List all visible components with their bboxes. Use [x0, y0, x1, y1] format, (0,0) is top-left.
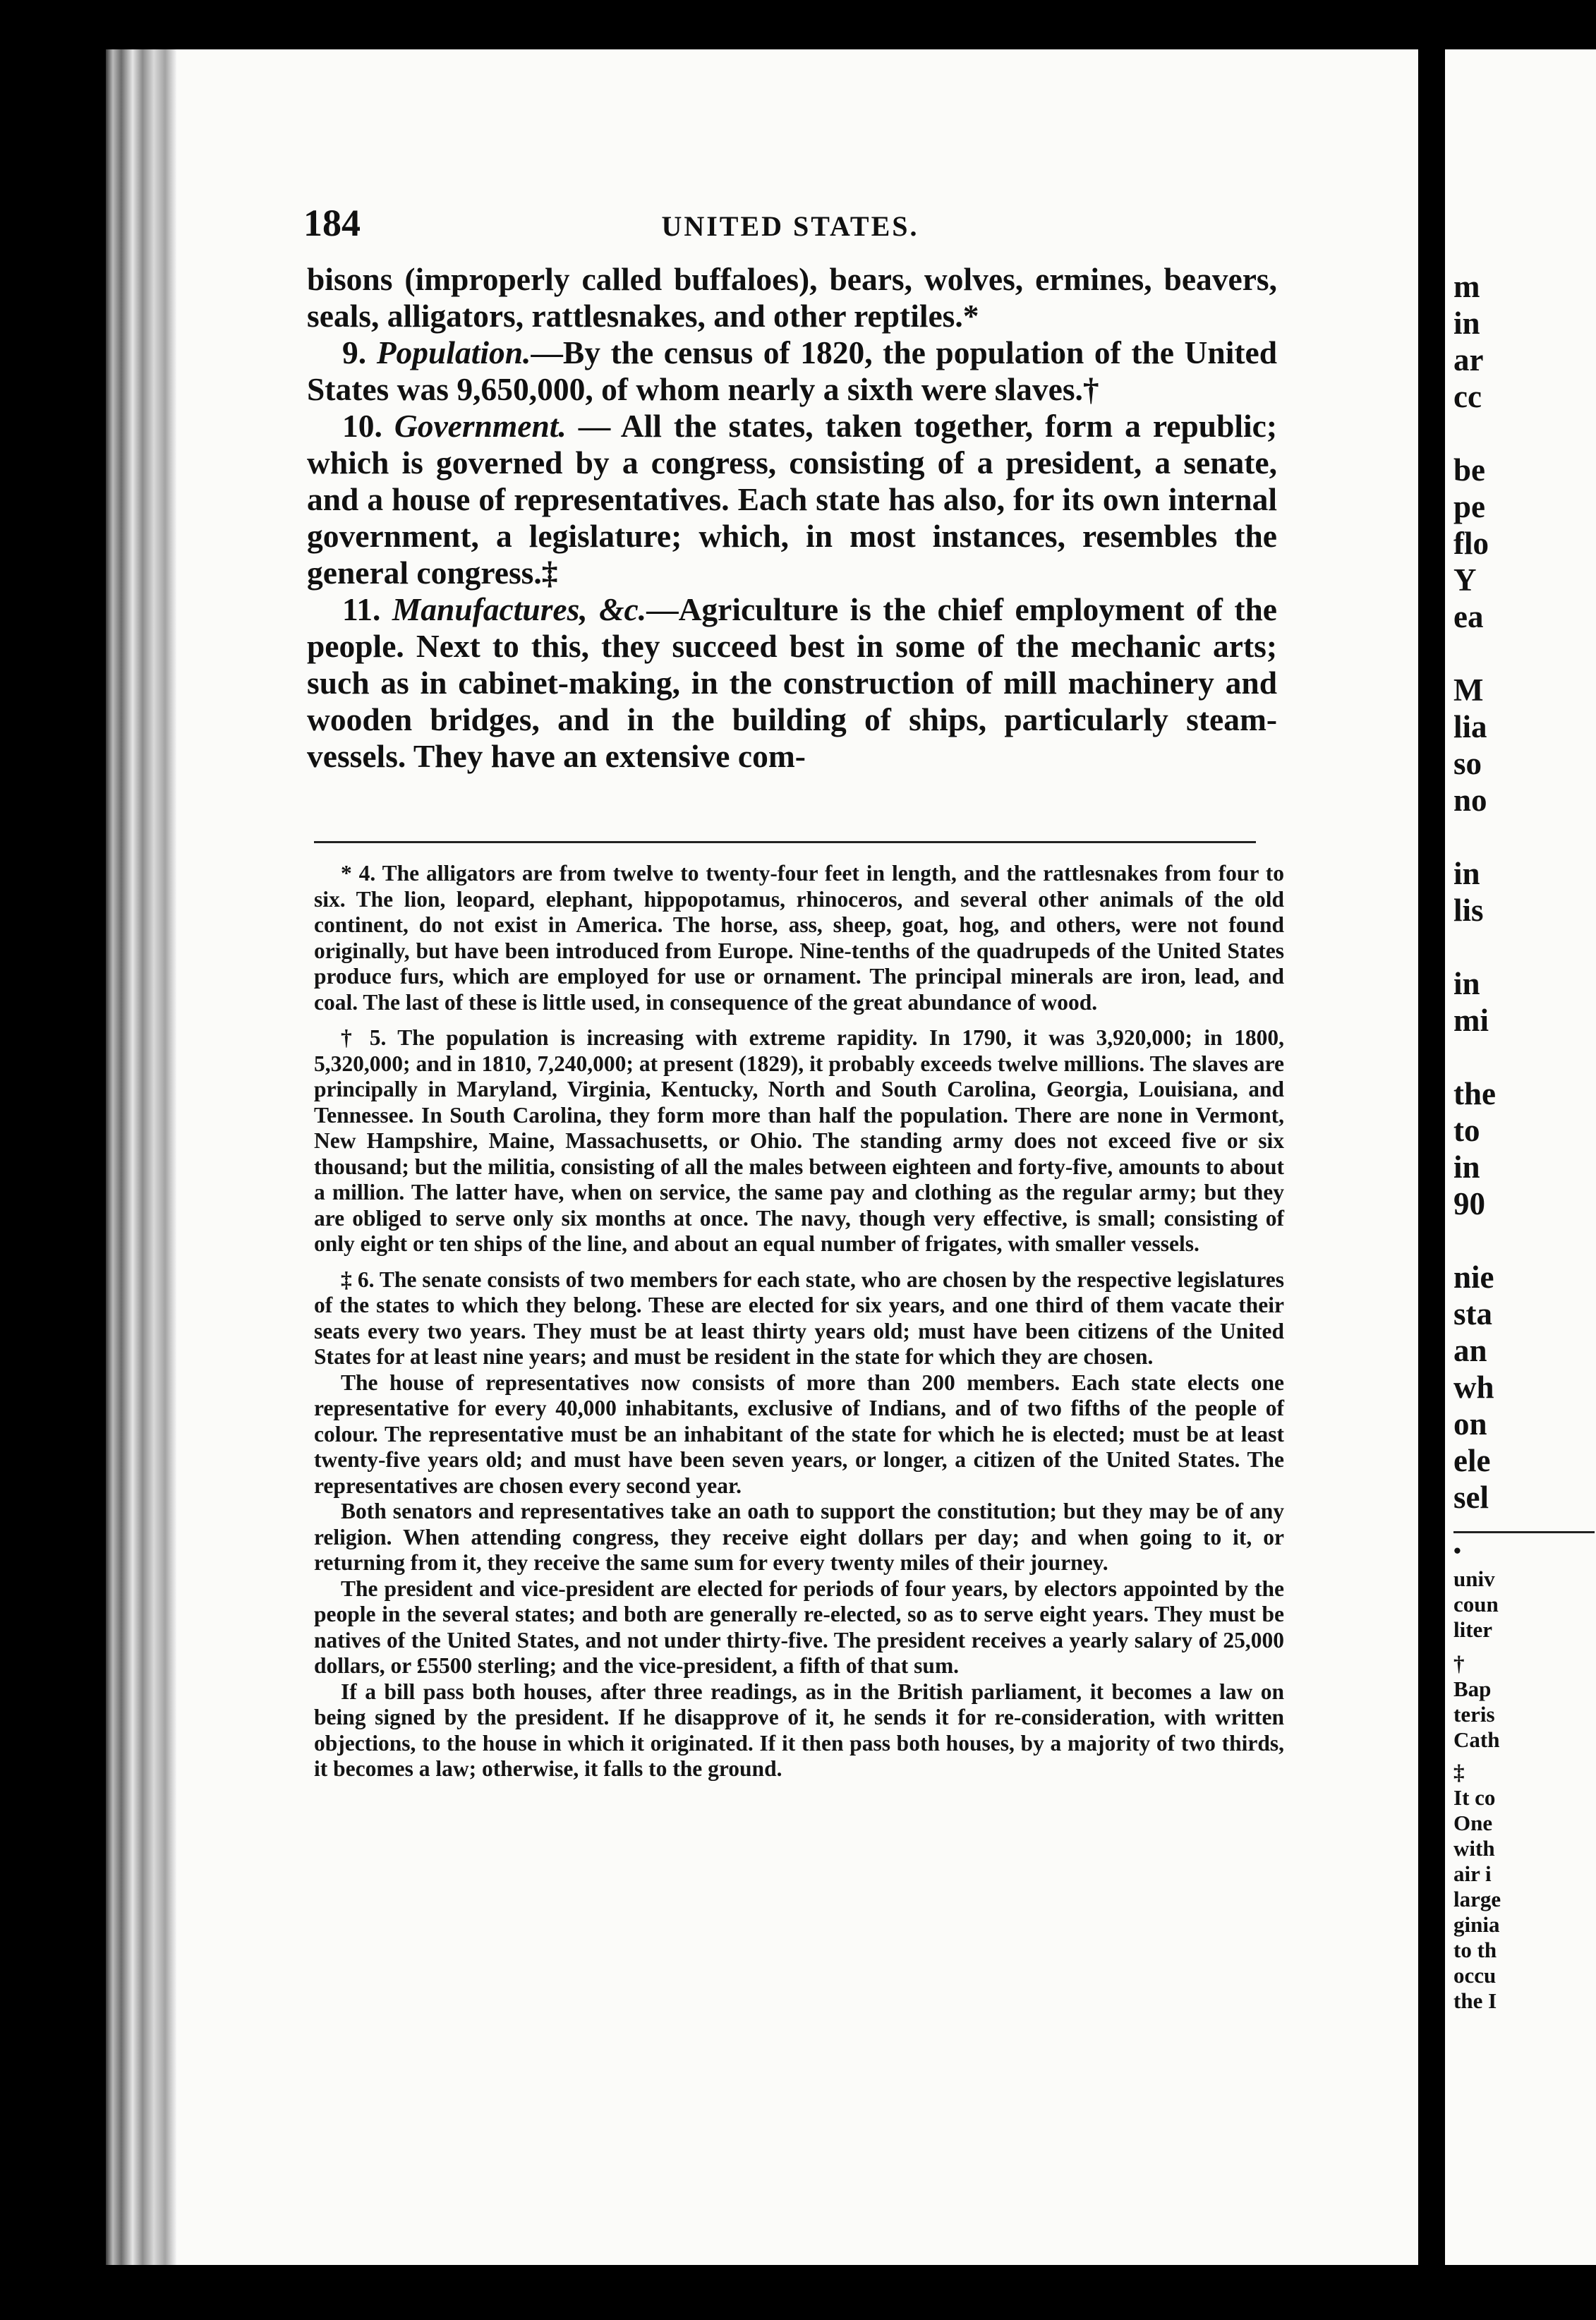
facing-line: in [1453, 966, 1480, 1001]
footnote-5: † 5. The population is increasing with extreme rapidity. In 1790, it was 3,920,000; in 1800, 5,320,000; and in 1810, 7,240,000; at present (1829), it probably exceeds twelve millions. The slaves are principally in Maryland, Virginia, Kentucky, North and South Carolina, Georgia, Louisiana, and Tennessee. In South Carolina, they form more than half the population. There are none in Vermont, New Hampshire, Maine, Massachusetts, or Ohio. The standing army does not exceed five or six thousand; but the militia, consisting of all the males between eighteen and forty-five, amounts to about a million. The latter have, when on service, the same pay and clothing as the regular army; but they are obliged to serve only six months at once. The navy, though very effective, is small; consisting of only eight or ten ships of the line, and about an equal number of frigates, with smaller vessels. [314, 1025, 1284, 1256]
section-heading: Population. [376, 334, 531, 370]
facing-line: lia [1453, 709, 1487, 744]
section-heading: Government. [394, 408, 567, 444]
facing-line: ar [1453, 342, 1484, 377]
facing-note-line: ‡ [1453, 1760, 1465, 1784]
facing-line: in [1453, 856, 1480, 891]
section-number: 9. [342, 334, 367, 370]
footnotes [314, 861, 1284, 1782]
facing-note-line: occu [1453, 1963, 1497, 1988]
paragraph-population [307, 334, 1277, 408]
facing-note-line: † [1453, 1651, 1465, 1676]
facing-note-line: liter [1453, 1617, 1493, 1642]
facing-footnote-divider [1453, 1531, 1595, 1533]
facing-line: be [1453, 452, 1485, 488]
facing-note-line: coun [1453, 1592, 1499, 1617]
facing-line: so [1453, 746, 1482, 781]
footnote-4: * 4. The alligators are from twelve to twenty-four feet in length, and the rattlesnakes from four to six. The lion, leopard, elephant, hippopotamus, rhinoceros, and several other animals of the old continent, do not exist in America. The horse, ass, sheep, goat, hog, and others, were not found originally, but have been introduced from Europe. Nine-tenths of the quadrupeds of the United States produce furs, which are employed for use or ornament. The principal minerals are iron, lead, and coal. The last of these is little used, in consequence of the great abundance of wood. [314, 861, 1284, 1015]
section-number: 10. [342, 408, 382, 444]
facing-line: m [1453, 269, 1480, 304]
facing-line: the [1453, 1076, 1496, 1111]
facing-note-line: One [1453, 1811, 1493, 1835]
paragraph-continuation: bisons (improperly called buffaloes), bears, wolves, ermines, beavers, seals, alligators, rattlesnakes, and other reptiles.* [307, 261, 1277, 334]
facing-line: cc [1453, 379, 1482, 414]
facing-line: M [1453, 672, 1484, 708]
facing-note-line: Bap [1453, 1676, 1492, 1701]
main-text [307, 261, 1277, 775]
left-page [176, 49, 1418, 2265]
section-number: 11. [342, 591, 381, 627]
facing-line: lis [1453, 893, 1484, 928]
facing-note-line: to th [1453, 1938, 1497, 1962]
facing-note-line: • [1453, 1538, 1461, 1563]
facing-note-line: with [1453, 1836, 1495, 1861]
section-text: — All the states, taken together, form a republic; which is governed by a congress, consisting of a president, a senate, and a house of representatives. Each state has also, for its own internal government, a legislature; which, in most instances, resembles the general congress.‡ [307, 408, 1278, 591]
facing-note-line: univ [1453, 1566, 1495, 1591]
facing-note-line: teris [1453, 1702, 1495, 1727]
section-text: —By the census of 1820, the population of the United States was 9,650,000, of whom nearly a sixth were slaves.† [307, 334, 1278, 407]
facing-line: on [1453, 1406, 1487, 1442]
facing-line: an [1453, 1333, 1487, 1368]
paragraph-manufactures [307, 591, 1277, 775]
facing-note-line: air i [1453, 1861, 1492, 1886]
facing-note-line: Cath [1453, 1727, 1500, 1752]
facing-line: Y [1453, 562, 1477, 598]
book-spine [106, 49, 176, 2265]
footnote-6-bills: If a bill pass both houses, after three readings, as in the British parliament, it becomes a law on being signed by the president. If he disapprove of it, he sends it for re-consideration, with written objections, to the house in which it originated. If it then pass both houses, by a majority of two thirds, it becomes a law; otherwise, it falls to the ground. [314, 1679, 1284, 1781]
facing-line: sel [1453, 1480, 1489, 1515]
paragraph-government [307, 408, 1277, 591]
footnote-6: ‡ 6. The senate consists of two members for each state, who are chosen by the respective legislatures of the states to which they belong. These are elected for six years, and one third of them vacate their seats every two years. They must be at least thirty years old; must have been citizens of the United States for at least nine years; and must be resident in the state for which they are chosen. [314, 1267, 1284, 1369]
facing-line: ea [1453, 599, 1484, 634]
facing-line: flo [1453, 526, 1489, 561]
footnote-divider [314, 841, 1256, 843]
facing-line: mi [1453, 1003, 1489, 1038]
footnote-6-president: The president and vice-president are elected for periods of four years, by electors appointed by the people in the several states; and both are generally re-elected, so as to serve eight years. They must be natives of the United States, and not under thirty-five. The president receives a yearly salary of 25,000 dollars, or £5500 sterling; and the vice-president, a fifth of that sum. [314, 1576, 1284, 1678]
footnote-6-house: The house of representatives now consists of more than 200 members. Each state elects one representative for every 40,000 inhabitants, exclusive of Indians, and of two fifths of the people of colour. The representative must be an inhabitant of the state for which he is elected; must be at least twenty-five years old; and must have been seven years, or longer, a citizen of the United States. The representatives are chosen every second year. [314, 1370, 1284, 1498]
facing-line: ele [1453, 1443, 1491, 1478]
facing-line: 90 [1453, 1186, 1485, 1221]
facing-line: to [1453, 1113, 1480, 1148]
section-heading: Manufactures, &c. [392, 591, 647, 627]
running-title: UNITED STATES. [661, 210, 919, 242]
facing-line: no [1453, 783, 1487, 818]
page-number: 184 [303, 202, 361, 244]
facing-line: in [1453, 1149, 1480, 1185]
facing-note-line: large [1453, 1887, 1501, 1911]
facing-page-fragment [1445, 49, 1596, 2265]
page-header [303, 201, 1277, 258]
facing-line: wh [1453, 1370, 1494, 1405]
facing-note-line: It co [1453, 1785, 1496, 1810]
facing-line: nie [1453, 1259, 1494, 1295]
section-text: —Agriculture is the chief employment of the people. Next to this, they succeed best in some of the mechanic arts; such as in cabinet-making, in the construction of mill machinery and wooden bridges, and in the building of ships, particularly steam-vessels. They have an extensive com- [307, 591, 1277, 774]
facing-note-line: the I [1453, 1988, 1497, 2013]
facing-line: in [1453, 306, 1480, 341]
facing-line: sta [1453, 1296, 1492, 1331]
footnote-6-oath: Both senators and representatives take an oath to support the constitution; but they may be of any religion. When attending congress, they receive eight dollars per day; and when going to it, or returning from it, they receive the same sum for every twenty miles of their journey. [314, 1499, 1284, 1575]
facing-note-line: ginia [1453, 1912, 1500, 1937]
facing-line: pe [1453, 489, 1485, 524]
